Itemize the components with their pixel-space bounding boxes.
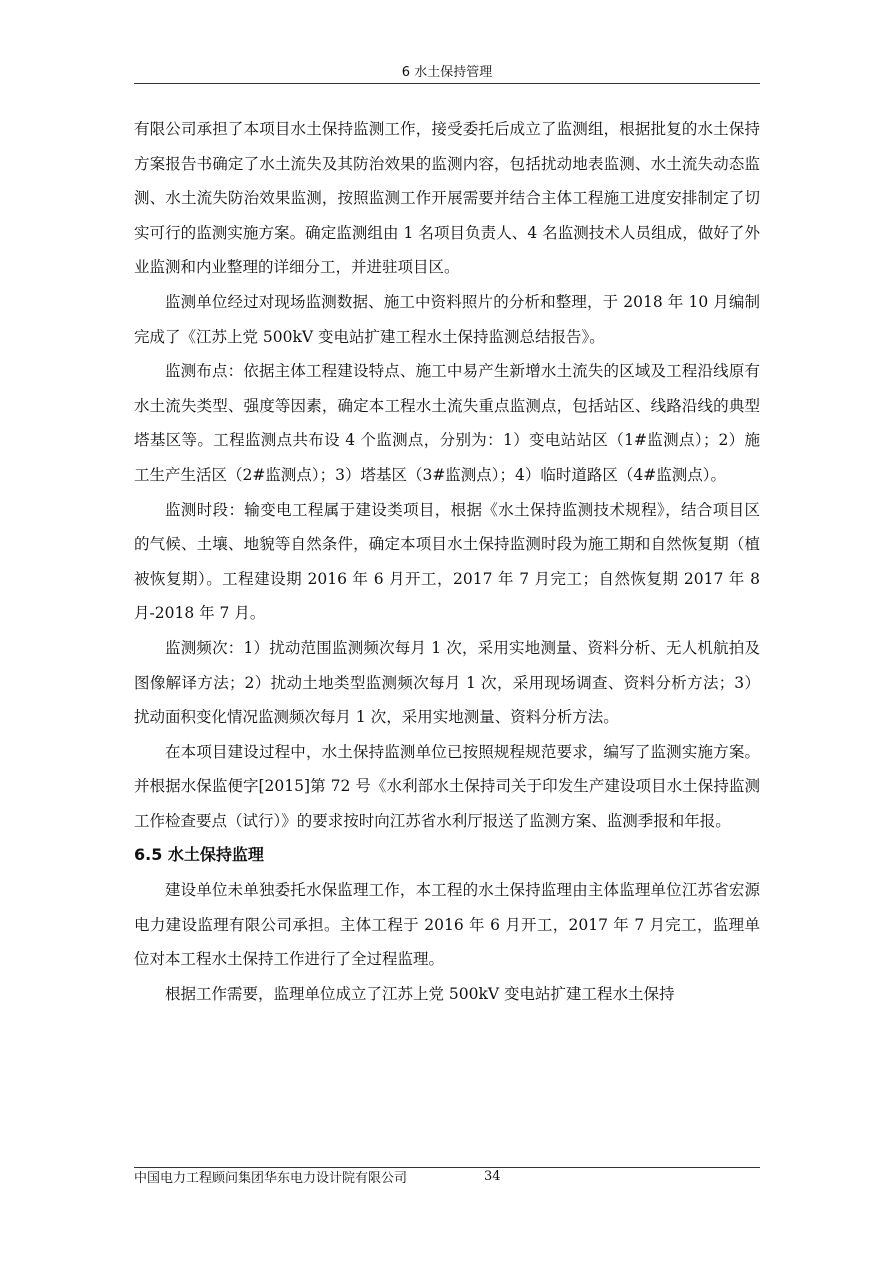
paragraph-monitoring-period: 监测时段：输变电工程属于建设类项目，根据《水土保持监测技术规程》，结合项目区的气候、土壤、地貌等自然条件，确定本项目水土保持监测时段为施工期和自然恢复期（植被恢复期）。工程建设期 2016 年 6 月开工，2017 年 7 月完工；自然恢复期 2017 年 8 月-2018 年 7 月。: [134, 500, 760, 623]
paragraph-monitoring-reporting: 在本项目建设过程中，水土保持监测单位已按照规程规范要求，编写了监测实施方案。并根据水保监便字[2015]第 72 号《水利部水土保持司关于印发生产建设项目水土保持监测工作检查要点（试行）》的要求按时向江苏省水利厅报送了监测方案、监测季报和年报。: [134, 742, 760, 830]
document-body: [134, 112, 760, 1011]
paragraph-continued: 有限公司承担了本项目水土保持监测工作，接受委托后成立了监测组，根据批复的水土保持方案报告书确定了水土流失及其防治效果的监测内容，包括扰动地表监测、水土流失动态监测、水土流失防治效果监测，按照监测工作开展需要并结合主体工程施工进度安排制定了切实可行的监测实施方案。确定监测组由 1 名项目负责人、4 名监测技术人员组成，做好了外业监测和内业整理的详细分工，并进驻项目区。: [134, 120, 760, 277]
section-heading: [134, 838, 760, 873]
section-number: 6.5: [134, 845, 163, 865]
paragraph-monitoring-frequency: 监测频次：1）扰动范围监测频次每月 1 次，采用实地测量、资料分析、无人机航拍及图像解译方法；2）扰动土地类型监测频次每月 1 次，采用现场调查、资料分析方法；3）扰动面积变化情况监测频次每月 1 次，采用实地测量、资料分析方法。: [134, 638, 760, 727]
page-number: 34: [484, 1169, 501, 1184]
section-title: 水土保持监理: [167, 845, 264, 865]
paragraph-supervision-team: 根据工作需要，监理单位成立了江苏上党 500kV 变电站扩建工程水土保持: [165, 984, 675, 1003]
paragraph-monitoring-points: 监测布点：依据主体工程建设特点、施工中易产生新增水土流失的区域及工程沿线原有水土流失类型、强度等因素，确定本工程水土流失重点监测点，包括站区、线路沿线的典型塔基区等。工程监测点共布设 4 个监测点，分别为：1）变电站站区（1#监测点）；2）施工生产生活区（2#监测点）；3）塔基区（3#监测点）；4）临时道路区（4#监测点）。: [134, 362, 760, 484]
header-divider: [134, 83, 760, 84]
paragraph-supervision-unit: 建设单位未单独委托水保监理工作，本工程的水土保持监理由主体监理单位江苏省宏源电力建设监理有限公司承担。主体工程于 2016 年 6 月开工，2017 年 7 月完工，监理单位对本工程水土保持工作进行了全过程监理。: [134, 881, 760, 969]
page-header: 6 水土保持管理: [401, 65, 493, 80]
paragraph-report-compilation: 监测单位经过对现场监测数据、施工中资料照片的分析和整理，于 2018 年 10 月编制完成了《江苏上党 500kV 变电站扩建工程水土保持监测总结报告》。: [134, 292, 760, 346]
footer-divider: [134, 1167, 760, 1168]
footer-organization: 中国电力工程顾问集团华东电力设计院有限公司: [134, 1171, 408, 1186]
